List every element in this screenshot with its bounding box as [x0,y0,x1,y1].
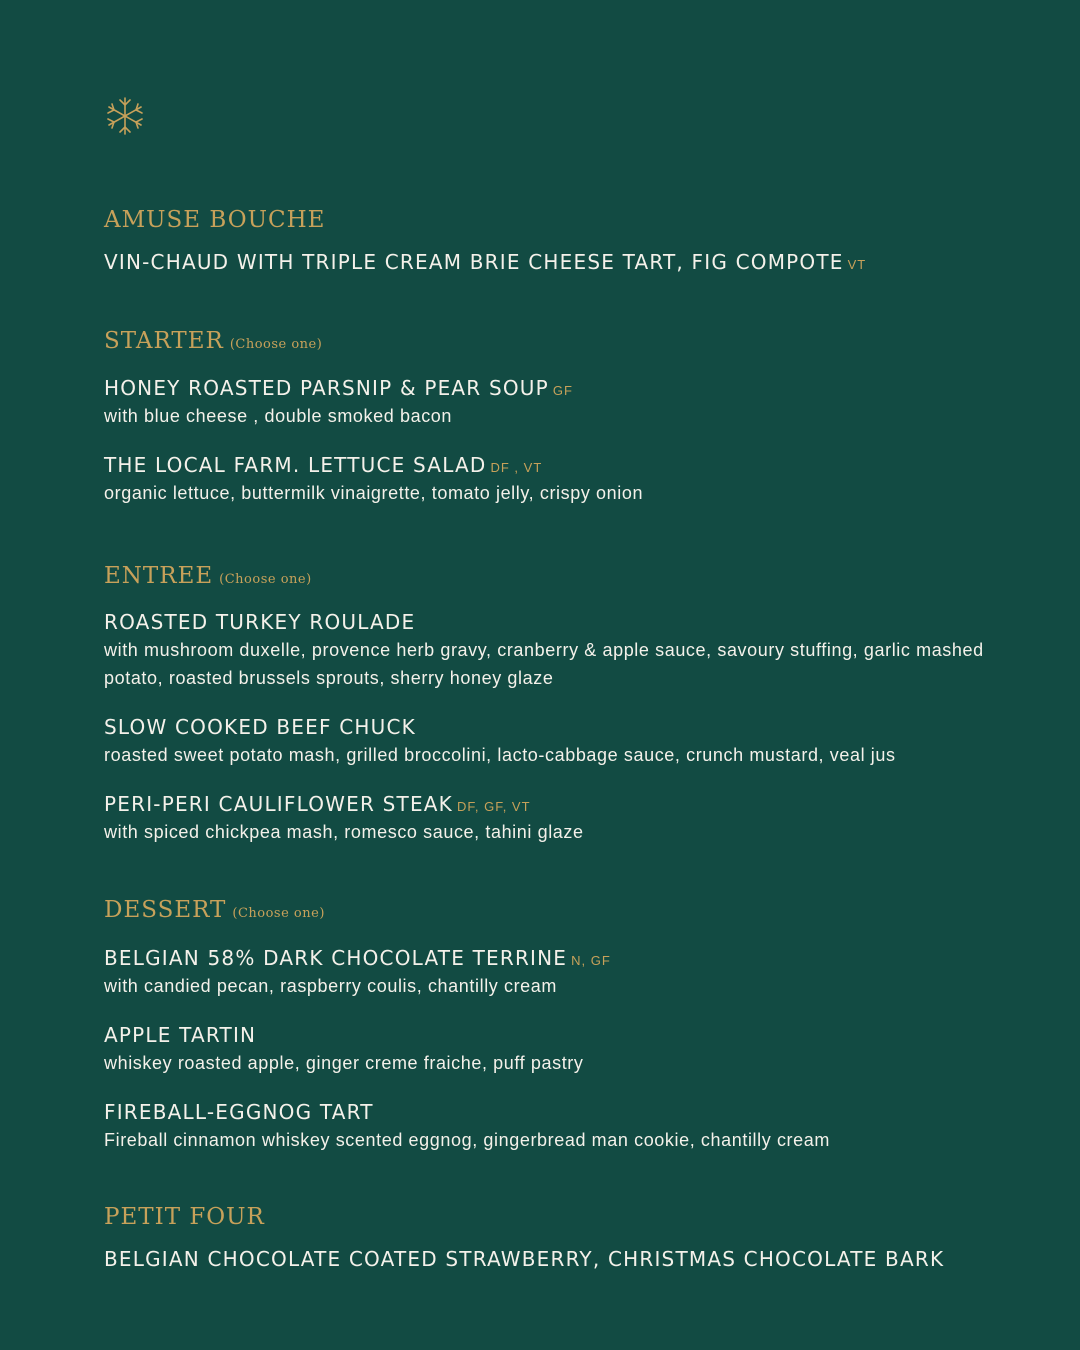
dish-parsnip-soup [104,374,1004,430]
dish-description: with blue cheese , double smoked bacon [104,406,453,426]
dish-name: SLOW COOKED BEEF CHUCK [104,715,416,739]
dish-apple-tartin [104,1021,1004,1077]
dietary-tags: N, GF [571,953,611,968]
dish-name: HONEY ROASTED PARSNIP & PEAR SOUP [104,376,549,400]
choose-one-note: (Choose one) [219,572,312,587]
dish-description: with mushroom duxelle, provence herb gravy, cranberry & apple sauce, savoury stuffing, garlic mashed potato, roasted brussels sprouts, sherry honey glaze [104,640,984,688]
section-title-amuse-bouche: AMUSE BOUCHE [104,207,326,233]
dish-name: APPLE TARTIN [104,1023,257,1047]
section-starter [104,327,1004,507]
choose-one-note: (Choose one) [232,906,325,921]
dietary-tags: DF , VT [490,460,543,475]
section-title-text: ENTREE [104,563,214,589]
section-title-text: DESSERT [104,897,227,923]
dish-name: ROASTED TURKEY ROULADE [104,610,416,634]
dish-petit-four [104,1245,1004,1273]
section-title-dessert [104,896,1004,928]
dish-vin-chaud [104,248,1004,276]
dish-cauliflower-steak [104,790,1004,846]
section-title-petit-four: PETIT FOUR [104,1204,265,1230]
dish-eggnog-tart [104,1098,1004,1154]
dish-beef-chuck [104,713,1004,769]
dish-chocolate-terrine [104,944,1004,1000]
dietary-tags: GF [552,383,573,398]
section-entree [104,562,1004,846]
section-amuse-bouche [104,206,1004,276]
dish-description: whiskey roasted apple, ginger creme fraiche, puff pastry [104,1053,584,1073]
snowflake-icon [104,96,146,136]
dish-name: PERI-PERI CAULIFLOWER STEAK [104,792,453,816]
dish-description: organic lettuce, buttermilk vinaigrette, tomato jelly, crispy onion [104,483,644,503]
dish-name: THE LOCAL FARM. LETTUCE SALAD [104,453,487,477]
dish-description: with spiced chickpea mash, romesco sauce, tahini glaze [104,822,584,842]
section-title-entree [104,562,1004,594]
dish-name: VIN-CHAUD WITH TRIPLE CREAM BRIE CHEESE TART, FIG COMPOTE [104,250,844,274]
dish-turkey-roulade [104,608,1004,692]
dish-lettuce-salad [104,451,1004,507]
dish-name: BELGIAN CHOCOLATE COATED STRAWBERRY, CHRISTMAS CHOCOLATE BARK [104,1247,945,1271]
dish-name: FIREBALL-EGGNOG TART [104,1100,374,1124]
section-title-text: STARTER [104,328,224,354]
dish-description: roasted sweet potato mash, grilled broccolini, lacto-cabbage sauce, crunch mustard, veal jus [104,745,896,765]
dietary-tags: VT [847,257,867,272]
dish-description: Fireball cinnamon whiskey scented eggnog, gingerbread man cookie, chantilly cream [104,1130,830,1150]
choose-one-note: (Choose one) [229,337,323,352]
section-petit-four [104,1203,1004,1273]
dish-description: with candied pecan, raspberry coulis, chantilly cream [104,976,557,996]
section-title-starter [104,327,1004,359]
dietary-tags: DF, GF, VT [456,799,531,814]
dish-name: BELGIAN 58% DARK CHOCOLATE TERRINE [104,946,568,970]
section-dessert [104,896,1004,1154]
